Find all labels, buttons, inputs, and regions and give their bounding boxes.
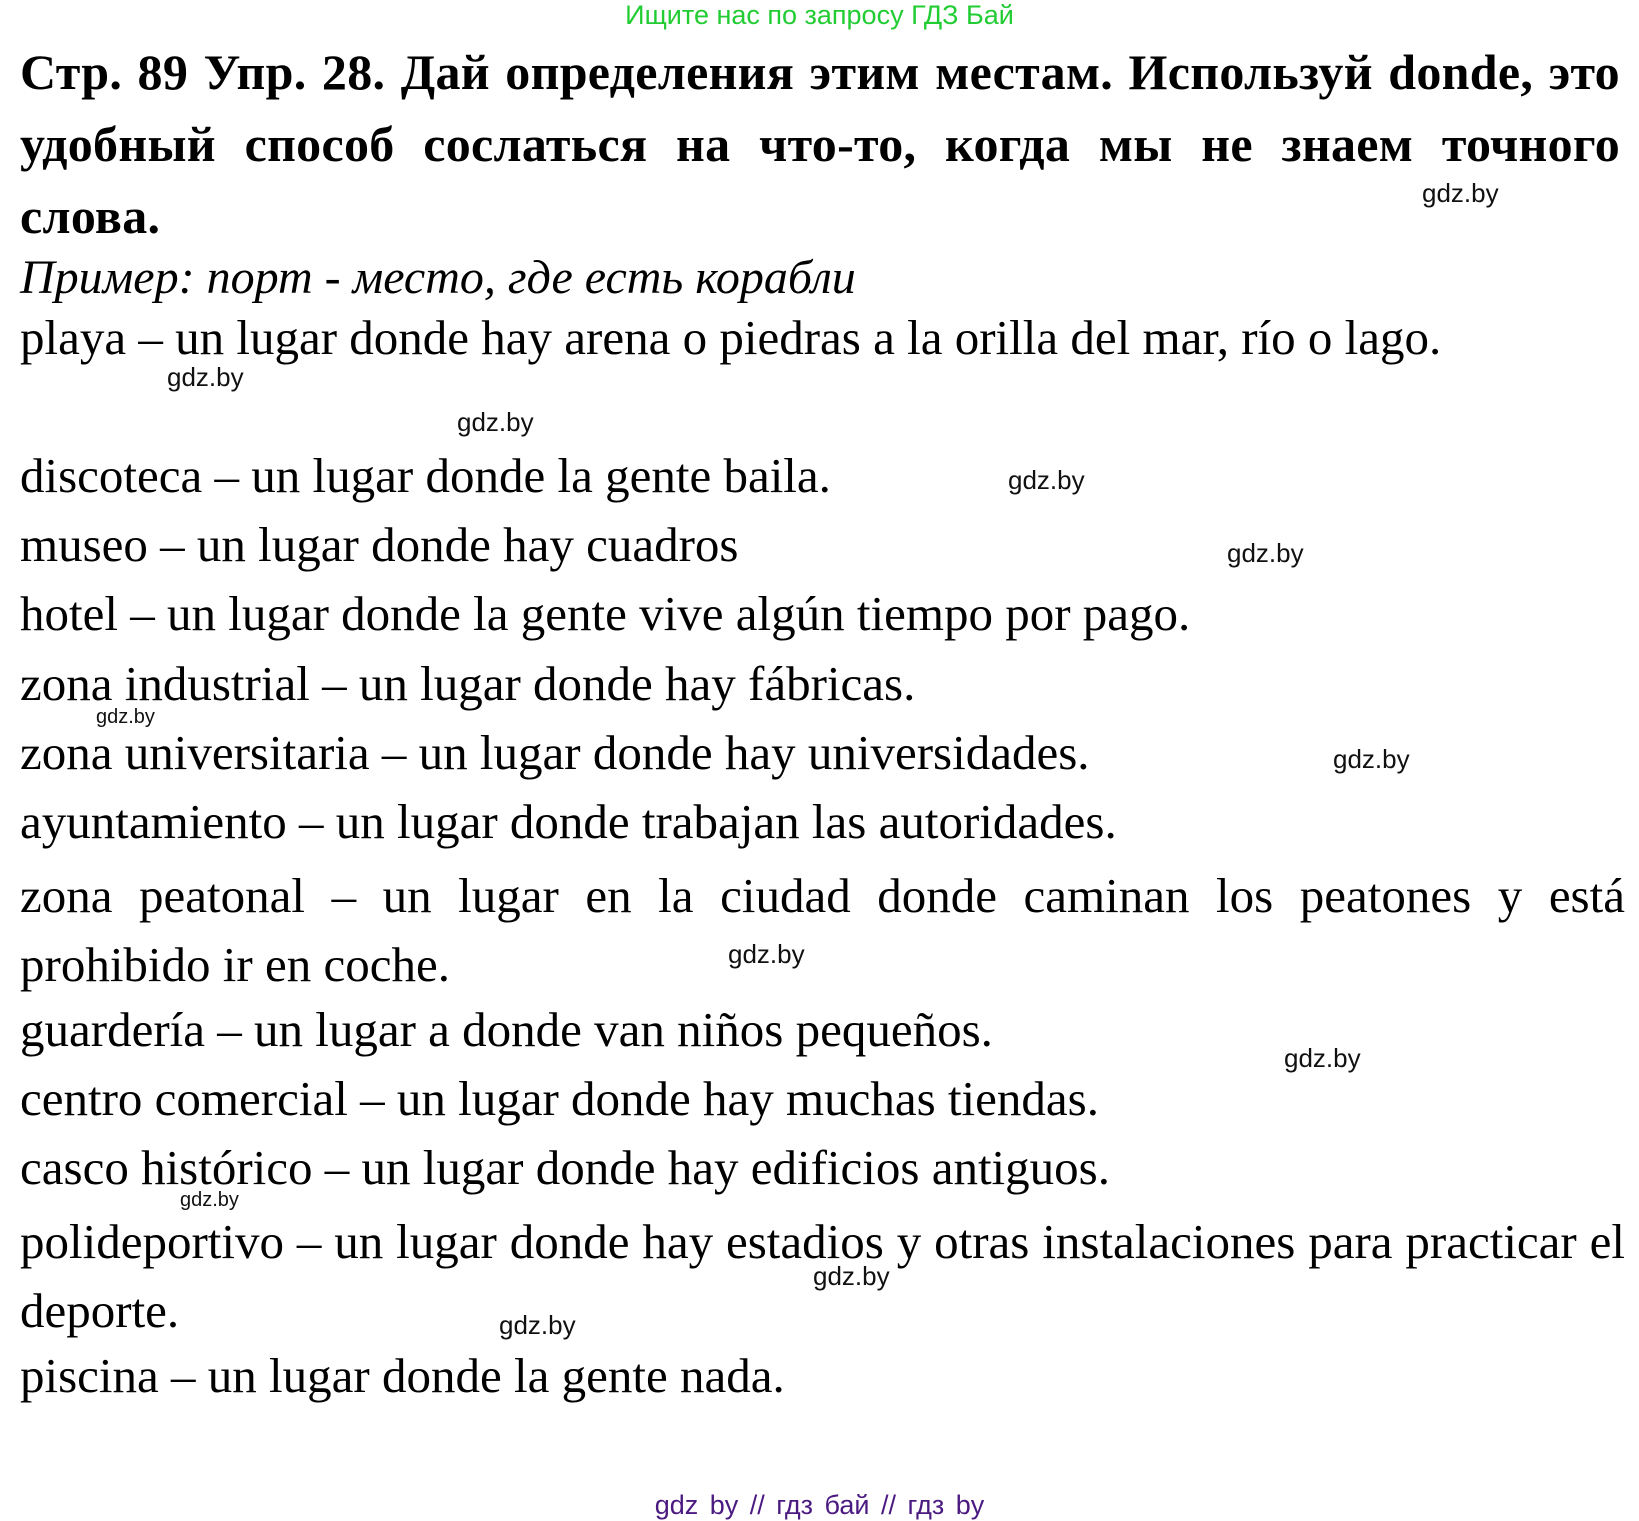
exercise-heading: Стр. 89 Упр. 28. Дай определения этим местам. Используй donde, это удобный способ сослаться на что-то, когда мы не знаем точного слова. [20,44,1620,244]
watermark: gdz.by [457,407,534,437]
answer-playa: playa – un lugar donde hay arena o piedras a la orilla del mar, río o lago. [20,310,1442,365]
answer-discoteca: discoteca – un lugar donde la gente baila. [20,448,831,503]
watermark: gdz.by [1284,1043,1361,1073]
watermark: gdz.by [813,1261,890,1291]
watermark: gdz.by [1227,538,1304,568]
footer-watermark: gdz by // гдз бай // гдз by [654,1490,985,1520]
answer-centro-comercial: centro comercial – un lugar donde hay muchas tiendas. [20,1071,1099,1126]
answer-hotel: hotel – un lugar donde la gente vive algún tiempo por pago. [20,586,1191,641]
watermark: gdz.by [499,1310,576,1340]
answer-zona-industrial: zona industrial – un lugar donde hay fábricas. [20,656,916,711]
answer-polideportivo: polideportivo – un lugar donde hay estadios y otras instalaciones para practicar el deporte. [20,1214,1625,1338]
watermark: gdz.by [96,706,155,728]
watermark: gdz.by [1333,744,1410,774]
answer-zona-universitaria: zona universitaria – un lugar donde hay universidades. [20,725,1090,780]
search-banner: Ищите нас по запросу ГДЗ Бай [625,0,1014,30]
answer-piscina: piscina – un lugar donde la gente nada. [20,1348,785,1403]
watermark: gdz.by [1422,178,1499,208]
example-line: Пример: порт - место, где есть корабли [20,251,856,304]
watermark: gdz.by [728,939,805,969]
answer-casco-historico: casco histórico – un lugar donde hay edificios antiguos. [20,1140,1110,1195]
answer-ayuntamiento: ayuntamiento – un lugar donde trabajan las autoridades. [20,794,1117,849]
watermark: gdz.by [167,362,244,392]
answer-guarderia: guardería – un lugar a donde van niños pequeños. [20,1002,993,1057]
watermark: gdz.by [1008,465,1085,495]
answer-museo: museo – un lugar donde hay cuadros [20,517,739,572]
watermark: gdz.by [180,1189,239,1211]
answer-zona-peatonal: zona peatonal – un lugar en la ciudad donde caminan los peatones y está prohibido ir en coche. [20,868,1625,992]
